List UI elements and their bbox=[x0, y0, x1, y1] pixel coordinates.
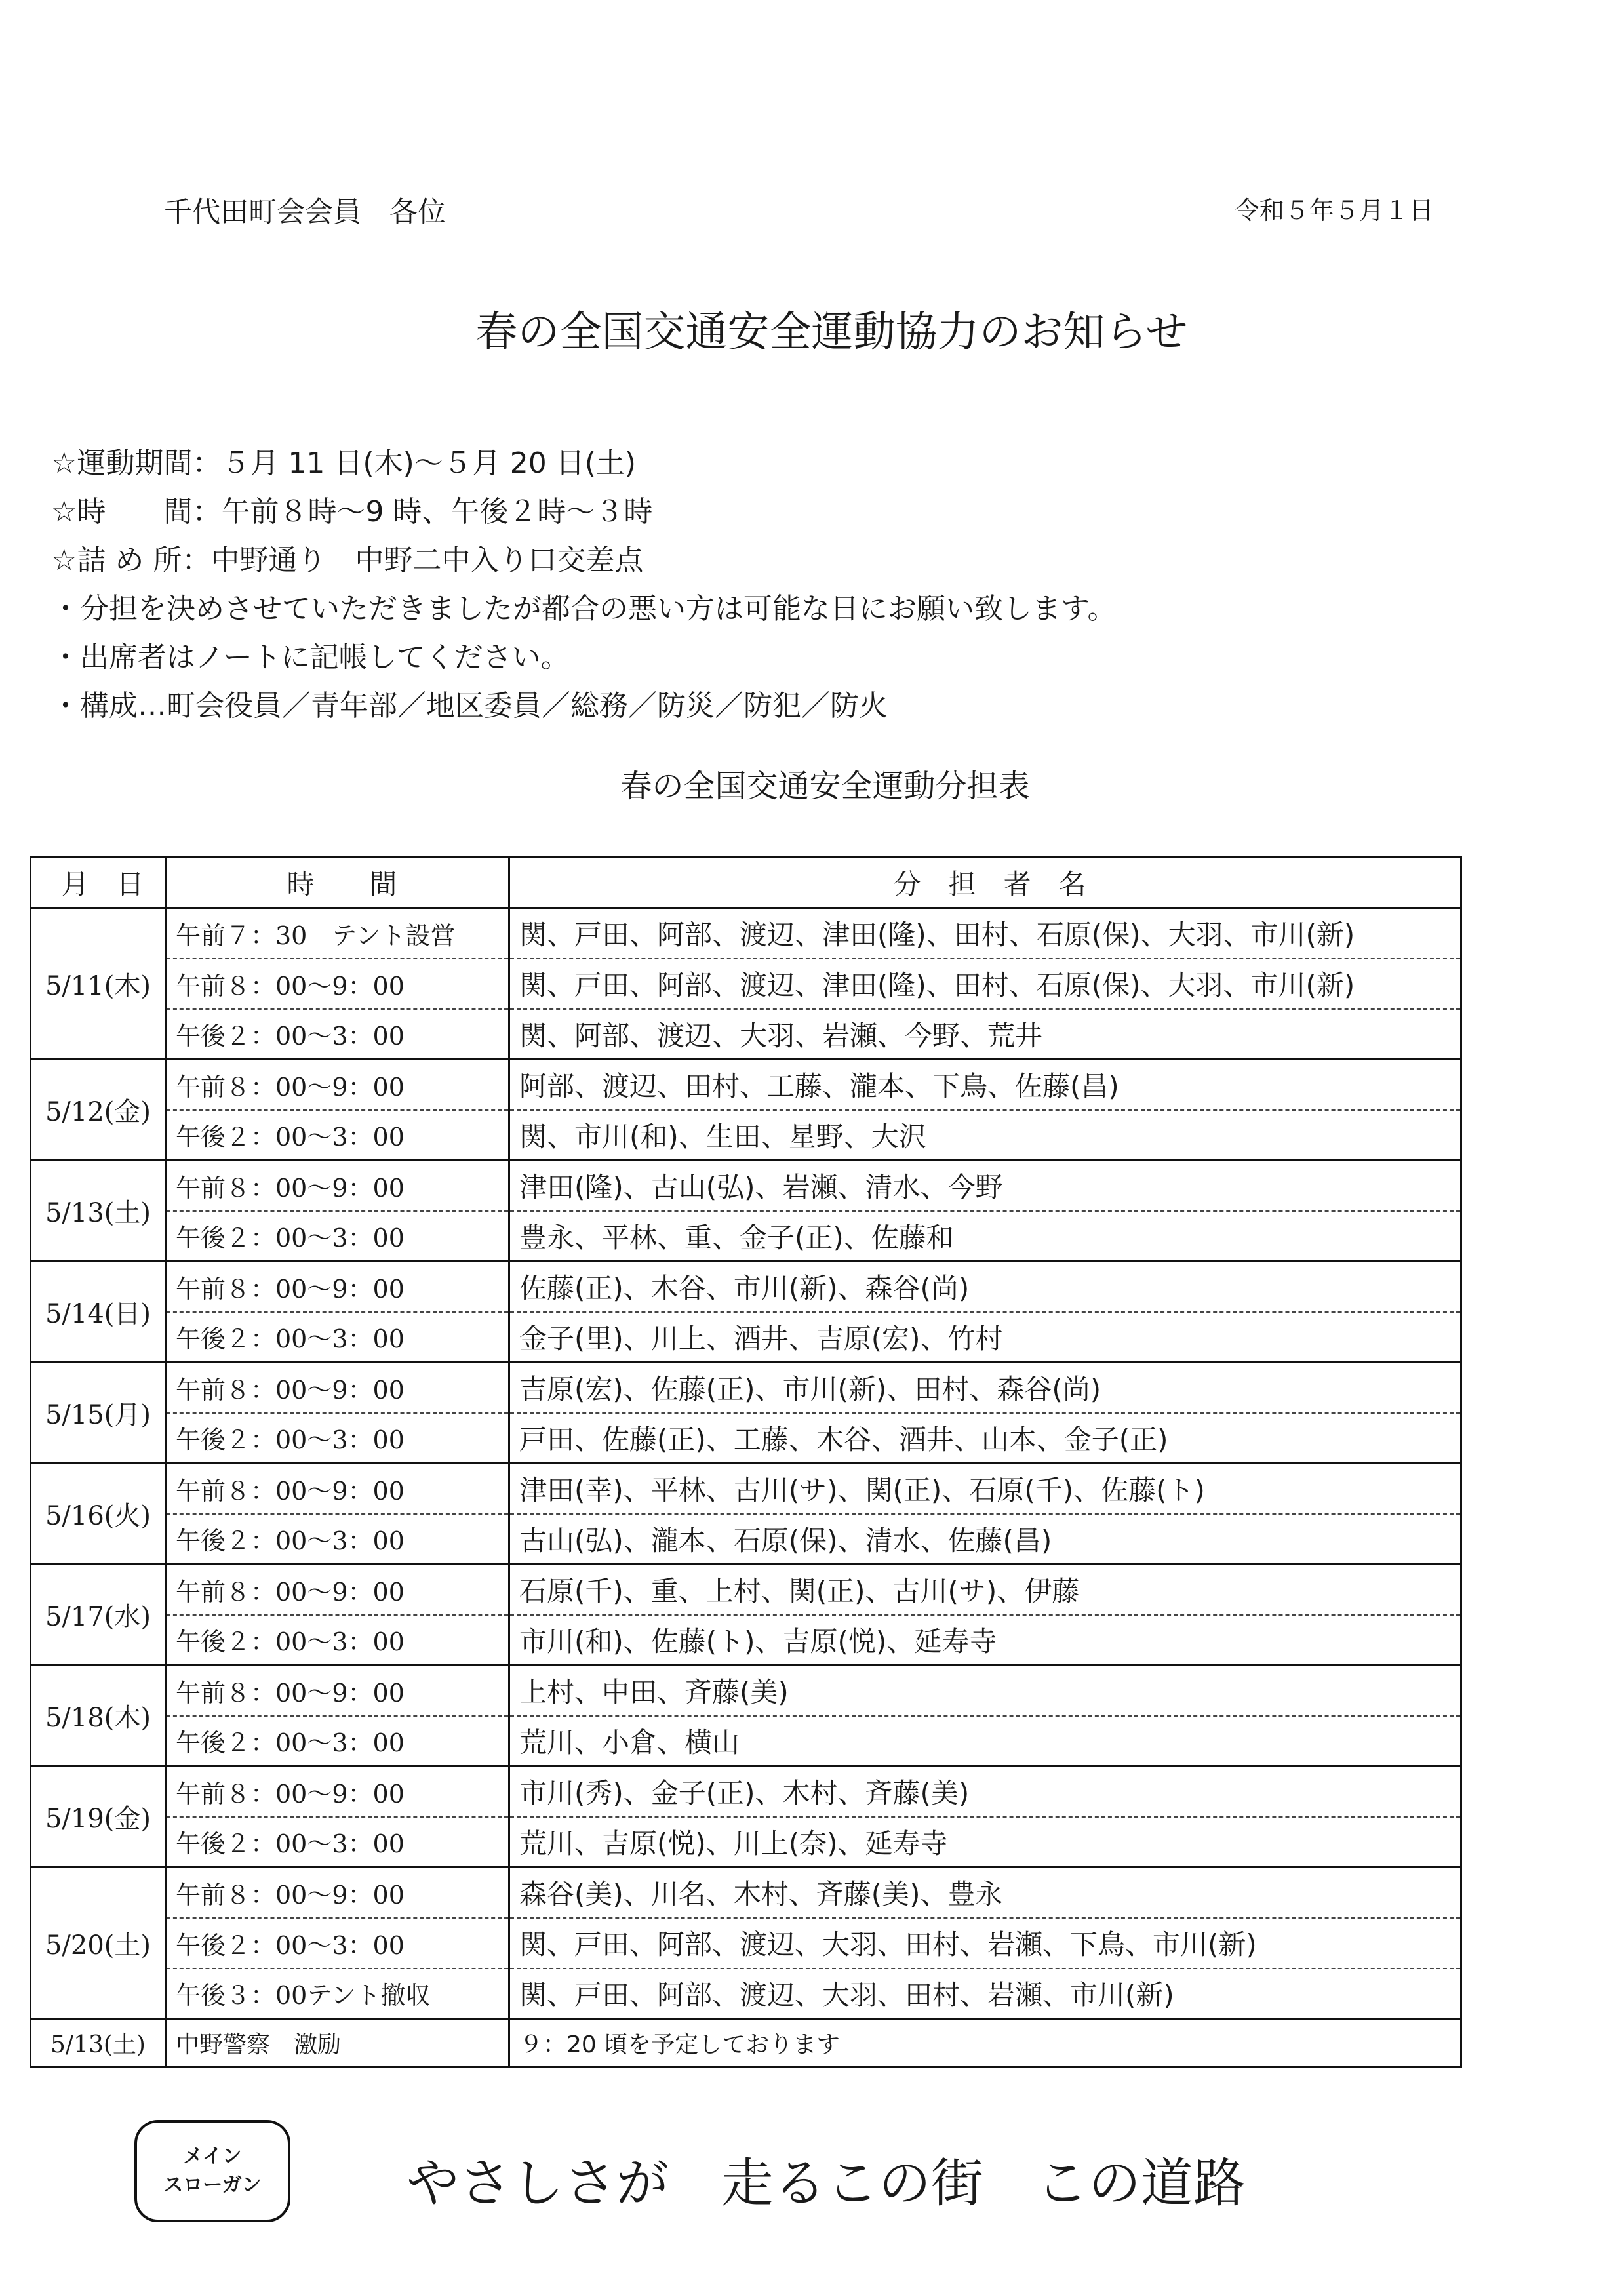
time-cell: 午前８：00～9：00 bbox=[166, 1565, 509, 1615]
info-period: ☆運動期間：５月 11 日(木)～５月 20 日(土) bbox=[51, 447, 637, 480]
names-cell: 関、戸田、阿部、渡辺、津田(隆)、田村、石原(保)、大羽、市川(新) bbox=[509, 959, 1461, 1009]
names-cell: 関、戸田、阿部、渡辺、大羽、田村、岩瀬、下鳥、市川(新) bbox=[509, 1918, 1461, 1968]
table-row bbox=[31, 1716, 1461, 1766]
table-row bbox=[31, 908, 1461, 959]
table-row bbox=[31, 1161, 1461, 1211]
names-cell: 荒川、小倉、横山 bbox=[509, 1716, 1461, 1766]
table-row bbox=[31, 1817, 1461, 1867]
table-row bbox=[31, 1262, 1461, 1312]
names-cell: 市川(和)、佐藤(ト)、吉原(悦)、延寿寺 bbox=[509, 1615, 1461, 1666]
schedule-table bbox=[30, 856, 1462, 2068]
time-cell: 午後２：00～3：00 bbox=[166, 1312, 509, 1363]
table-row bbox=[31, 1009, 1461, 1060]
names-cell: 関、市川(和)、生田、星野、大沢 bbox=[509, 1110, 1461, 1161]
names-cell: 関、戸田、阿部、渡辺、大羽、田村、岩瀬、市川(新) bbox=[509, 1968, 1461, 2019]
document-date: 令和５年５月１日 bbox=[1234, 196, 1434, 225]
main-slogan-badge bbox=[134, 2120, 290, 2222]
date-cell: 5/15(月) bbox=[31, 1363, 166, 1464]
names-cell: 荒川、吉原(悦)、川上(奈)、延寿寺 bbox=[509, 1817, 1461, 1867]
table-title: 春の全国交通安全運動分担表 bbox=[620, 768, 1030, 805]
time-cell: 午後３：00テント撤収 bbox=[166, 1968, 509, 2019]
names-cell: 戸田、佐藤(正)、工藤、木谷、酒井、山本、金子(正) bbox=[509, 1413, 1461, 1464]
header-date: 月 日 bbox=[31, 858, 166, 908]
document-title: 春の全国交通安全運動協力のお知らせ bbox=[475, 308, 1188, 357]
names-cell: 金子(里)、川上、酒井、吉原(宏)、竹村 bbox=[509, 1312, 1461, 1363]
date-cell: 5/13(土) bbox=[31, 1161, 166, 1262]
info-time: ☆時 間：午前８時～9 時、午後２時～３時 bbox=[51, 495, 653, 529]
time-cell: 午前８：00～9：00 bbox=[166, 1060, 509, 1110]
info-note-register: ・出席者はノートに記帳してください。 bbox=[51, 641, 570, 674]
info-list bbox=[51, 439, 1116, 730]
info-note-schedule: ・分担を決めさせていただきましたが都合の悪い方は可能な日にお願い致します。 bbox=[51, 592, 1117, 626]
header-time: 時 間 bbox=[166, 858, 509, 908]
names-cell: 佐藤(正)、木谷、市川(新)、森谷(尚) bbox=[509, 1262, 1461, 1312]
names-cell: 吉原(宏)、佐藤(正)、市川(新)、田村、森谷(尚) bbox=[509, 1363, 1461, 1413]
date-cell: 5/11(木) bbox=[31, 908, 166, 1060]
time-cell: 中野警察 激励 bbox=[166, 2019, 509, 2067]
names-cell: 森谷(美)、川名、木村、斉藤(美)、豊永 bbox=[509, 1867, 1461, 1918]
date-cell: 5/16(火) bbox=[31, 1464, 166, 1565]
time-cell: 午後２：00～3：00 bbox=[166, 1615, 509, 1666]
names-cell: 関、阿部、渡辺、大羽、岩瀬、今野、荒井 bbox=[509, 1009, 1461, 1060]
table-row bbox=[31, 1615, 1461, 1666]
badge-line-2: スローガン bbox=[163, 2174, 262, 2197]
table-row bbox=[31, 1918, 1461, 1968]
table-row bbox=[31, 1464, 1461, 1514]
time-cell: 午前８：00～9：00 bbox=[166, 959, 509, 1009]
table-row bbox=[31, 1514, 1461, 1565]
time-cell: 午後２：00～3：00 bbox=[166, 1009, 509, 1060]
slogan-text: やさしさが 走るこの街 この道路 bbox=[406, 2153, 1246, 2214]
badge-line-1: メイン bbox=[183, 2145, 242, 2168]
time-cell: 午前８：00～9：00 bbox=[166, 1464, 509, 1514]
time-cell: 午前８：00～9：00 bbox=[166, 1161, 509, 1211]
names-cell: 石原(千)、重、上村、関(正)、古川(サ)、伊藤 bbox=[509, 1565, 1461, 1615]
names-cell: 関、戸田、阿部、渡辺、津田(隆)、田村、石原(保)、大羽、市川(新) bbox=[509, 908, 1461, 959]
time-cell: 午後２：00～3：00 bbox=[166, 1716, 509, 1766]
names-cell: 津田(幸)、平林、古川(サ)、関(正)、石原(千)、佐藤(ト) bbox=[509, 1464, 1461, 1514]
names-cell: 豊永、平林、重、金子(正)、佐藤和 bbox=[509, 1211, 1461, 1262]
time-cell: 午前７：30 テント設営 bbox=[166, 908, 509, 959]
date-cell: 5/18(木) bbox=[31, 1666, 166, 1766]
time-cell: 午後２：00～3：00 bbox=[166, 1211, 509, 1262]
time-cell: 午前８：00～9：00 bbox=[166, 1766, 509, 1817]
time-cell: 午後２：00～3：00 bbox=[166, 1413, 509, 1464]
info-station: ☆詰 め 所：中野通り 中野二中入り口交差点 bbox=[51, 544, 644, 577]
table-row bbox=[31, 1565, 1461, 1615]
names-cell: 津田(隆)、古山(弘)、岩瀬、清水、今野 bbox=[509, 1161, 1461, 1211]
time-cell: 午後２：00～3：00 bbox=[166, 1918, 509, 1968]
date-cell: 5/17(水) bbox=[31, 1565, 166, 1666]
time-cell: 午後２：00～3：00 bbox=[166, 1817, 509, 1867]
table-row bbox=[31, 1666, 1461, 1716]
table-row bbox=[31, 1968, 1461, 2019]
info-note-members: ・構成…町会役員／青年部／地区委員／総務／防災／防犯／防火 bbox=[51, 689, 888, 723]
date-cell: 5/19(金) bbox=[31, 1766, 166, 1867]
table-row-police bbox=[31, 2019, 1461, 2067]
date-cell: 5/20(土) bbox=[31, 1867, 166, 2019]
table-row bbox=[31, 1312, 1461, 1363]
time-cell: 午前８：00～9：00 bbox=[166, 1867, 509, 1918]
names-cell: 阿部、渡辺、田村、工藤、瀧本、下鳥、佐藤(昌) bbox=[509, 1060, 1461, 1110]
time-cell: 午後２：00～3：00 bbox=[166, 1110, 509, 1161]
date-cell: 5/14(日) bbox=[31, 1262, 166, 1363]
names-cell: ９：20 頃を予定しております bbox=[509, 2019, 1461, 2067]
date-cell: 5/13(土) bbox=[31, 2019, 166, 2067]
table-row bbox=[31, 1766, 1461, 1817]
names-cell: 上村、中田、斉藤(美) bbox=[509, 1666, 1461, 1716]
table-row bbox=[31, 1413, 1461, 1464]
recipient-line: 千代田町会会員 各位 bbox=[164, 196, 446, 229]
time-cell: 午後２：00～3：00 bbox=[166, 1514, 509, 1565]
time-cell: 午前８：00～9：00 bbox=[166, 1262, 509, 1312]
table-row bbox=[31, 1867, 1461, 1918]
table-row bbox=[31, 959, 1461, 1009]
table-row bbox=[31, 1060, 1461, 1110]
table-row bbox=[31, 1211, 1461, 1262]
names-cell: 市川(秀)、金子(正)、木村、斉藤(美) bbox=[509, 1766, 1461, 1817]
table-header-row bbox=[31, 858, 1461, 908]
time-cell: 午前８：00～9：00 bbox=[166, 1666, 509, 1716]
header-names: 分 担 者 名 bbox=[509, 858, 1461, 908]
date-cell: 5/12(金) bbox=[31, 1060, 166, 1161]
table-row bbox=[31, 1363, 1461, 1413]
names-cell: 古山(弘)、瀧本、石原(保)、清水、佐藤(昌) bbox=[509, 1514, 1461, 1565]
table-row bbox=[31, 1110, 1461, 1161]
time-cell: 午前８：00～9：00 bbox=[166, 1363, 509, 1413]
